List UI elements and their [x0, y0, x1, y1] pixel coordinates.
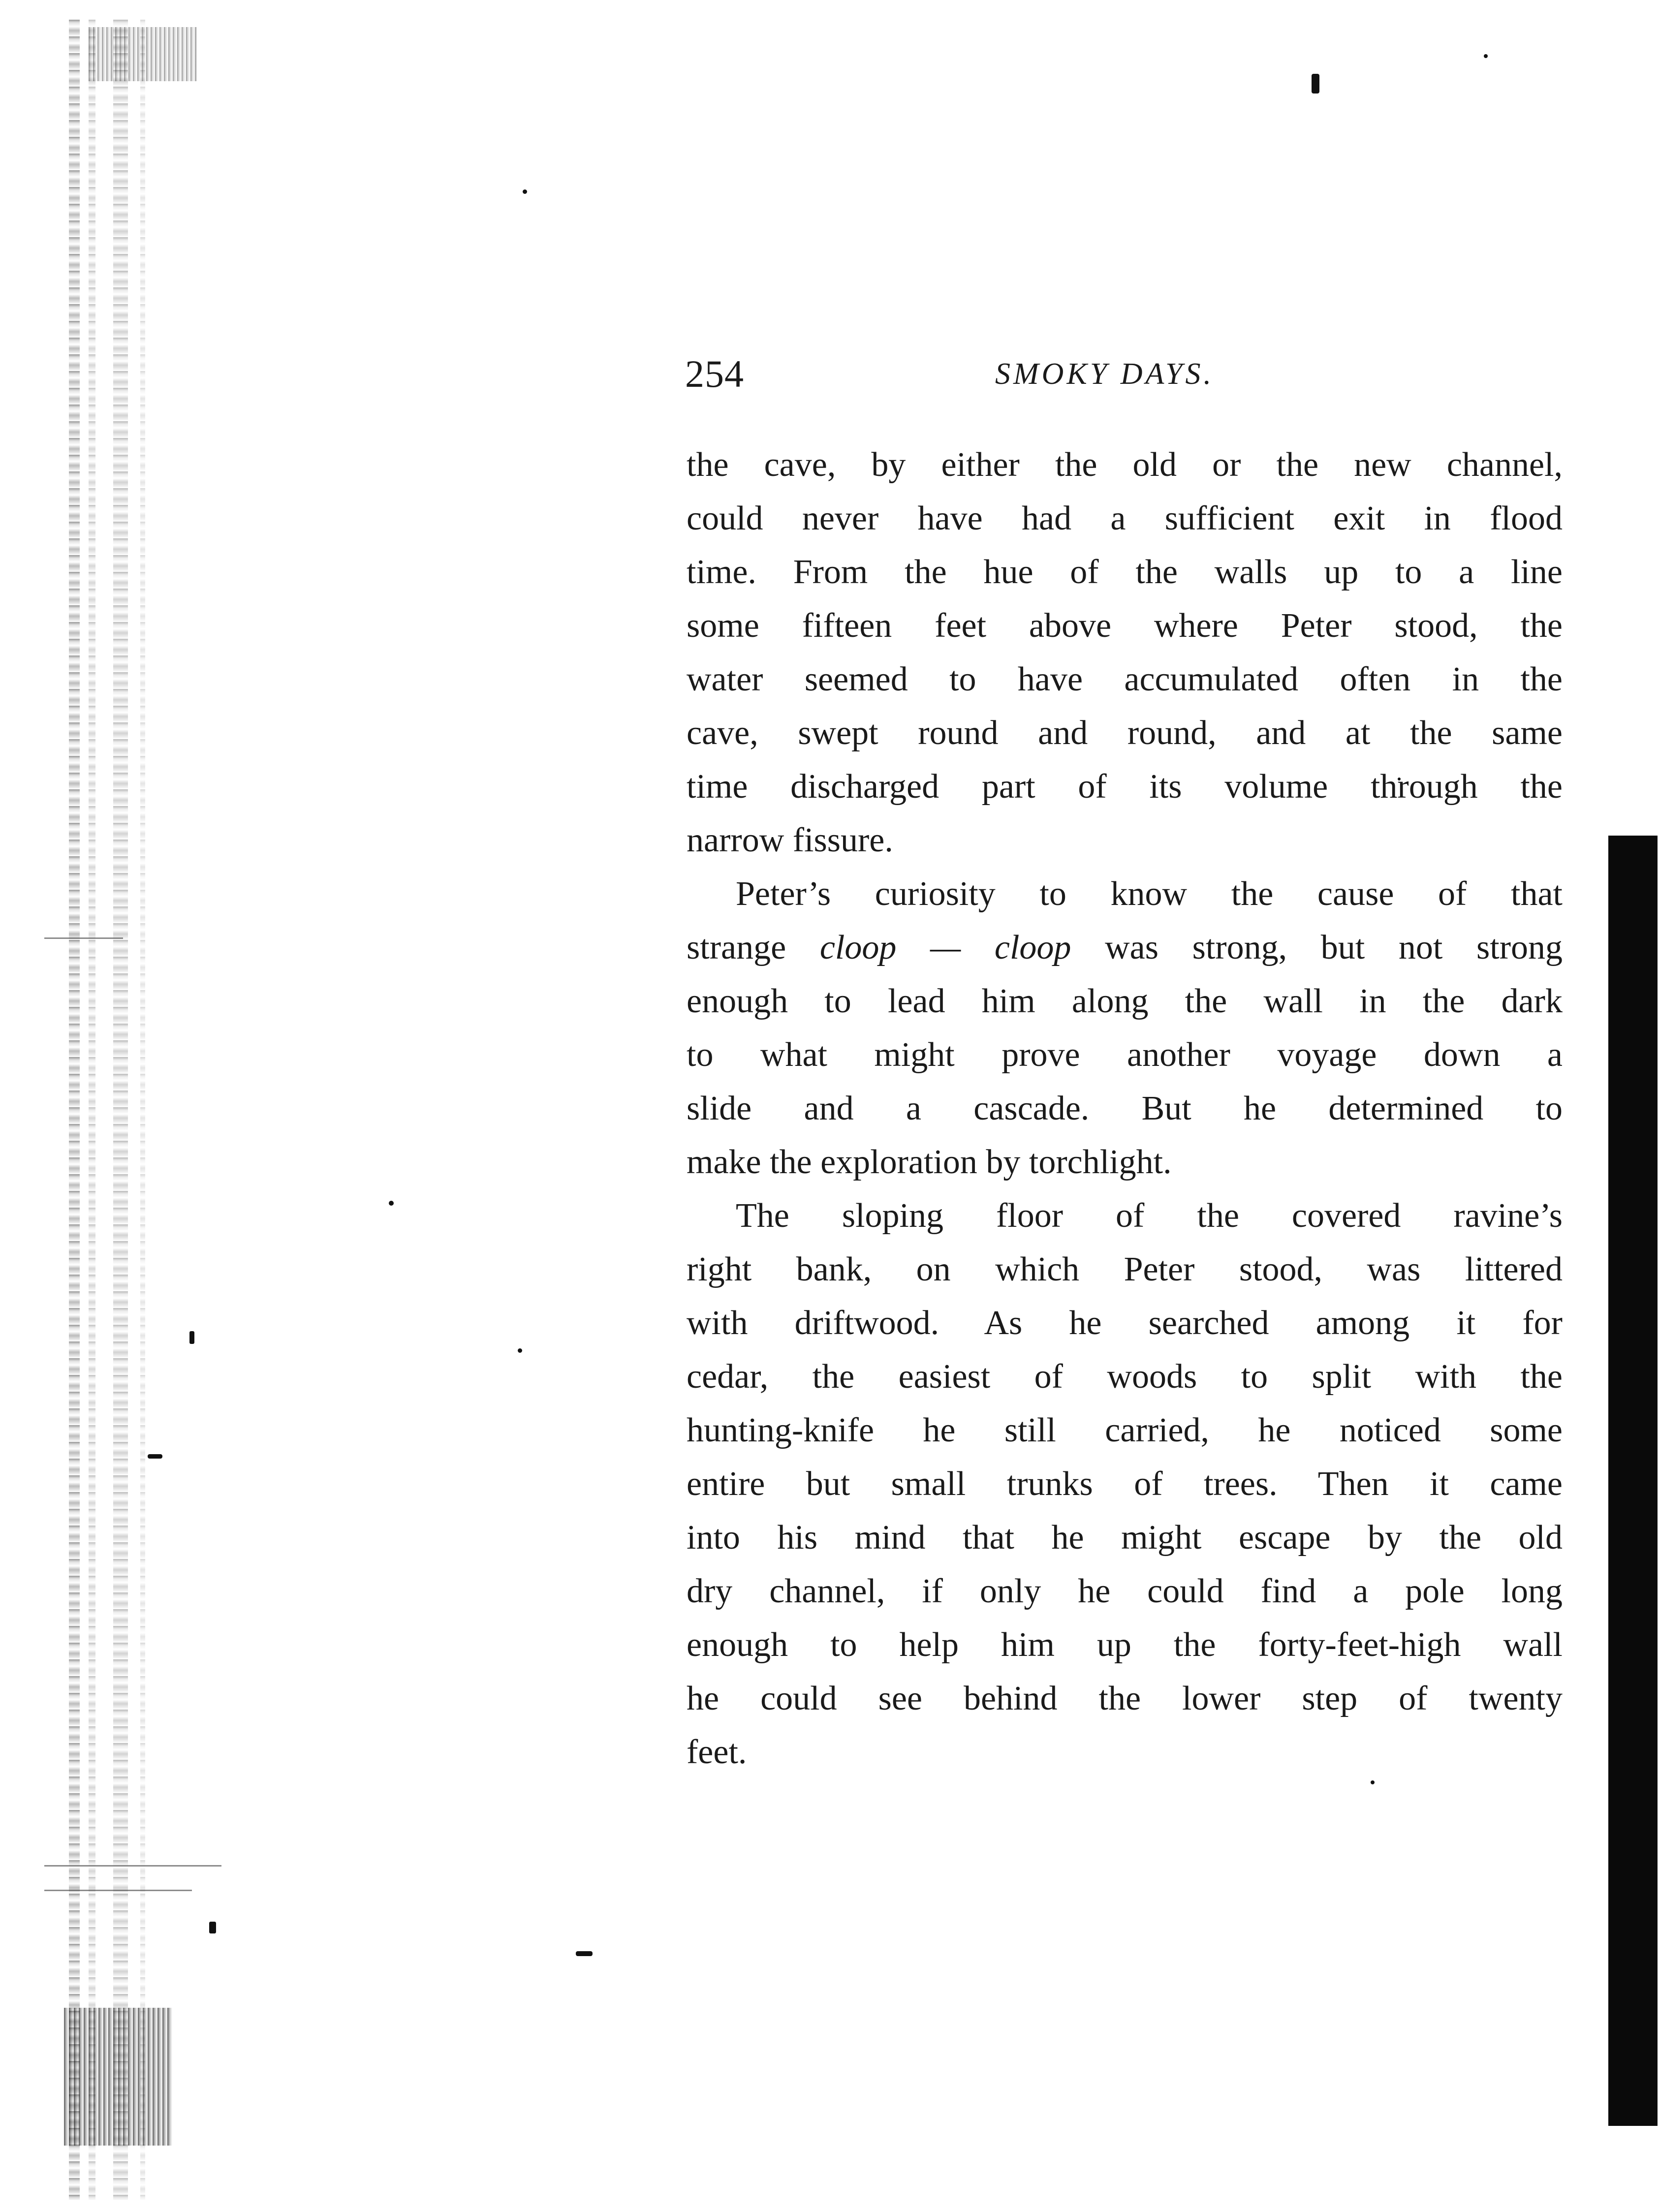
gutter-band	[69, 20, 80, 2200]
text-line: enough to help him up the forty-feet-high wall	[687, 1626, 1563, 1664]
text-line: time discharged part of its volume through the	[687, 768, 1563, 806]
text-line: to what might prove another voyage down a	[687, 1036, 1563, 1074]
ink-speck	[518, 1348, 522, 1353]
text-line: into his mind that he might escape by the old	[687, 1519, 1563, 1557]
ink-speck	[1312, 74, 1319, 93]
gutter-rule	[44, 1890, 192, 1891]
gutter-rule	[44, 1865, 221, 1867]
text-line-with-emphasis	[687, 921, 1563, 974]
text-line: slide and a cascade. But he determined to	[687, 1090, 1563, 1127]
ink-speck	[523, 189, 527, 194]
page-number: 254	[685, 352, 744, 395]
text-line: dry channel, if only he could find a pole long	[687, 1572, 1563, 1610]
text-line: some fifteen feet above where Peter stood, the	[687, 607, 1563, 645]
paragraph-1	[687, 438, 1563, 867]
ink-speck	[1484, 54, 1488, 58]
text-line: narrow fissure.	[687, 821, 893, 859]
gutter-rule	[44, 937, 123, 939]
ink-speck	[148, 1454, 162, 1459]
text-line: The sloping floor of the covered ravine’s	[736, 1197, 1563, 1235]
page-edge-shadow	[1608, 836, 1658, 2126]
ink-speck	[189, 1331, 194, 1344]
text-run: strange	[687, 929, 820, 966]
ink-speck	[209, 1922, 216, 1933]
text-line: he could see behind the lower step of twenty	[687, 1680, 1563, 1717]
running-title: SMOKY DAYS.	[995, 357, 1214, 391]
gutter-bottom-smudge	[64, 2008, 172, 2146]
paragraph-3	[687, 1189, 1563, 1779]
ink-speck	[389, 1201, 394, 1206]
text-line: the cave, by either the old or the new channel,	[687, 446, 1563, 484]
text-line: hunting-knife he still carried, he noticed some	[687, 1411, 1563, 1449]
text-line: Peter’s curiosity to know the cause of that	[736, 875, 1563, 913]
body-text	[687, 438, 1563, 1779]
text-line: feet.	[687, 1733, 747, 1771]
gutter-band	[89, 20, 95, 2200]
text-line: time. From the hue of the walls up to a line	[687, 553, 1563, 591]
paragraph-2	[687, 867, 1563, 1189]
ink-speck	[1371, 1780, 1375, 1784]
text-line: enough to lead him along the wall in the dark	[687, 982, 1563, 1020]
gutter-top-smudge	[89, 27, 197, 81]
text-line: water seemed to have accumulated often in the	[687, 660, 1563, 698]
text-line: right bank, on which Peter stood, was littered	[687, 1250, 1563, 1288]
text-line: could never have had a sufficient exit in flood	[687, 499, 1563, 537]
text-line: make the exploration by torchlight.	[687, 1143, 1172, 1181]
text-run: was strong, but not strong	[1071, 929, 1563, 966]
emphasis-cloop: cloop — cloop	[819, 929, 1071, 966]
gutter-band	[140, 20, 145, 2200]
gutter-band	[113, 20, 128, 2200]
text-line: cedar, the easiest of woods to split with the	[687, 1358, 1563, 1396]
gutter-scan-noise	[54, 20, 217, 2200]
ink-speck	[576, 1951, 593, 1956]
running-header	[685, 349, 1281, 399]
text-line: entire but small trunks of trees. Then it came	[687, 1465, 1563, 1503]
text-line: with driftwood. As he searched among it for	[687, 1304, 1563, 1342]
text-line: cave, swept round and round, and at the same	[687, 714, 1563, 752]
